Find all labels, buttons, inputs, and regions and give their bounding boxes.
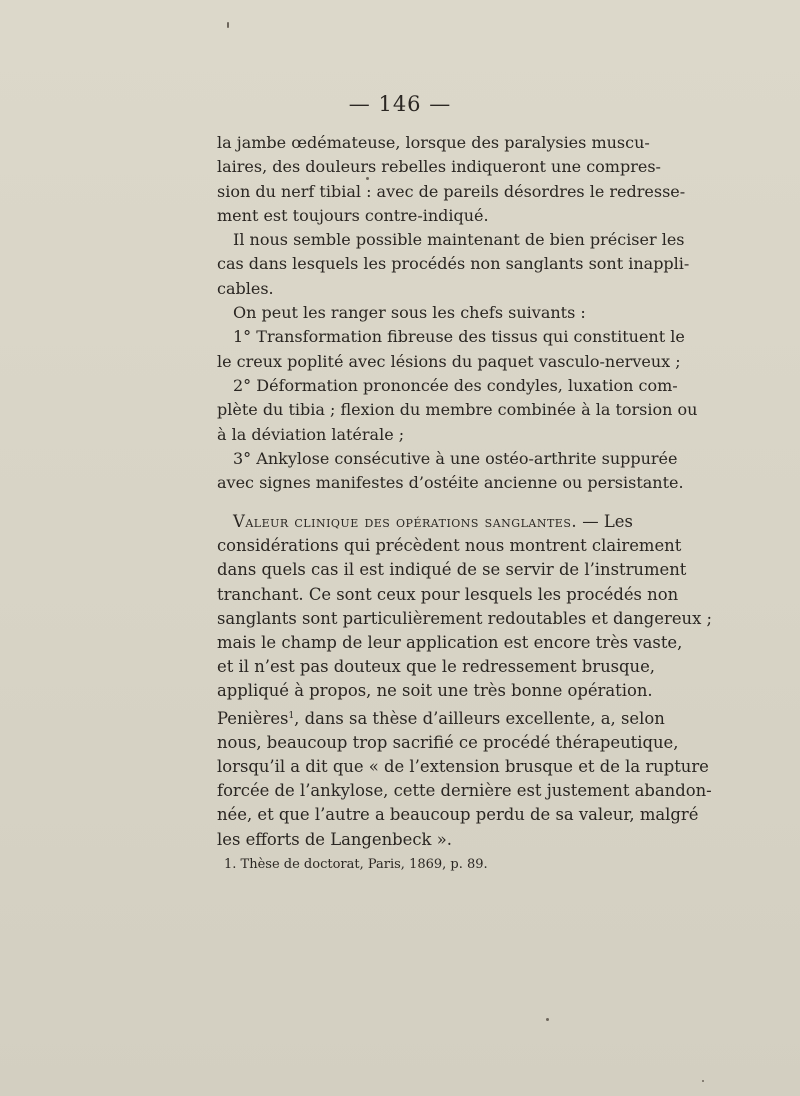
paper-speck	[546, 1018, 549, 1021]
text-line: ment est toujours contre-indiqué.	[217, 205, 489, 225]
text-line: et il n’est pas douteux que le redressement brusque,	[217, 657, 656, 677]
text-line: plète du tibia ; flexion du membre combinée à la torsion ou	[217, 400, 698, 420]
paper-speck	[702, 1080, 704, 1082]
section-heading: Valeur clinique des opérations sanglantes.	[233, 512, 578, 531]
page-number: — 146 —	[348, 92, 452, 116]
author-name: Penières	[217, 708, 289, 728]
text-line: les efforts de Langenbeck ».	[217, 829, 452, 849]
text-line: appliqué à propos, ne soit une très bonne opération.	[217, 681, 653, 701]
text-line: On peut les ranger sous les chefs suivants :	[233, 303, 586, 323]
list-item-1: 1° Transformation fibreuse des tissus qui constituent le	[233, 327, 685, 347]
text-line: mais le champ de leur application est encore très vaste,	[217, 633, 683, 653]
text-line: cas dans lesquels les procédés non sanglants sont inappli-	[217, 254, 690, 274]
text-line: le creux poplité avec lésions du paquet vasculo-nerveux ;	[217, 351, 681, 371]
text-block-indications	[217, 131, 698, 495]
text-block-bloody-operations	[217, 510, 713, 852]
text-line-footnote-ref	[217, 704, 665, 731]
text-line: Il nous semble possible maintenant de bien préciser les	[233, 230, 685, 250]
list-item-3: 3° Ankylose consécutive à une ostéo-arthrite suppurée	[233, 448, 678, 468]
text-line: lorsqu’il a dit que « de l’extension brusque et de la rupture	[217, 757, 709, 777]
text-line: sion du nerf tibial : avec de pareils désordres le redresse-	[217, 181, 686, 201]
text-run: , dans sa thèse d’ailleurs excellente, a, selon	[294, 708, 665, 728]
text-line: sanglants sont particulièrement redoutables et dangereux ;	[217, 608, 713, 628]
footnote: 1. Thèse de doctorat, Paris, 1869, p. 89.	[224, 857, 488, 872]
text-line: tranchant. Ce sont ceux pour lesquels les procédés non	[217, 584, 679, 604]
text-line: considérations qui précèdent nous montrent clairement	[217, 536, 682, 556]
list-item-2: 2° Déformation prononcée des condyles, luxation com-	[233, 375, 678, 395]
text-line: née, et que l’autre a beaucoup perdu de sa valeur, malgré	[217, 805, 699, 825]
text-line: avec signes manifestes d’ostéite ancienne ou persistante.	[217, 473, 684, 493]
text-line: cables.	[217, 278, 274, 298]
paper-speck	[366, 177, 369, 180]
text-line: forcée de l’ankylose, cette dernière est justement abandon-	[217, 781, 712, 801]
text-line: nous, beaucoup trop sacrifié ce procédé thérapeutique,	[217, 732, 679, 752]
text-line: dans quels cas il est indiqué de se servir de l’instrument	[217, 560, 687, 580]
paper-speck	[227, 22, 229, 28]
text-line: laires, des douleurs rebelles indiqueront une compres-	[217, 157, 661, 177]
text-line: à la déviation latérale ;	[217, 424, 405, 444]
heading-continuation: — Les	[577, 512, 633, 531]
section-heading-line	[217, 510, 633, 534]
text-line: la jambe œdémateuse, lorsque des paralysies muscu-	[217, 133, 650, 152]
footnote-marker: 1	[288, 710, 295, 721]
